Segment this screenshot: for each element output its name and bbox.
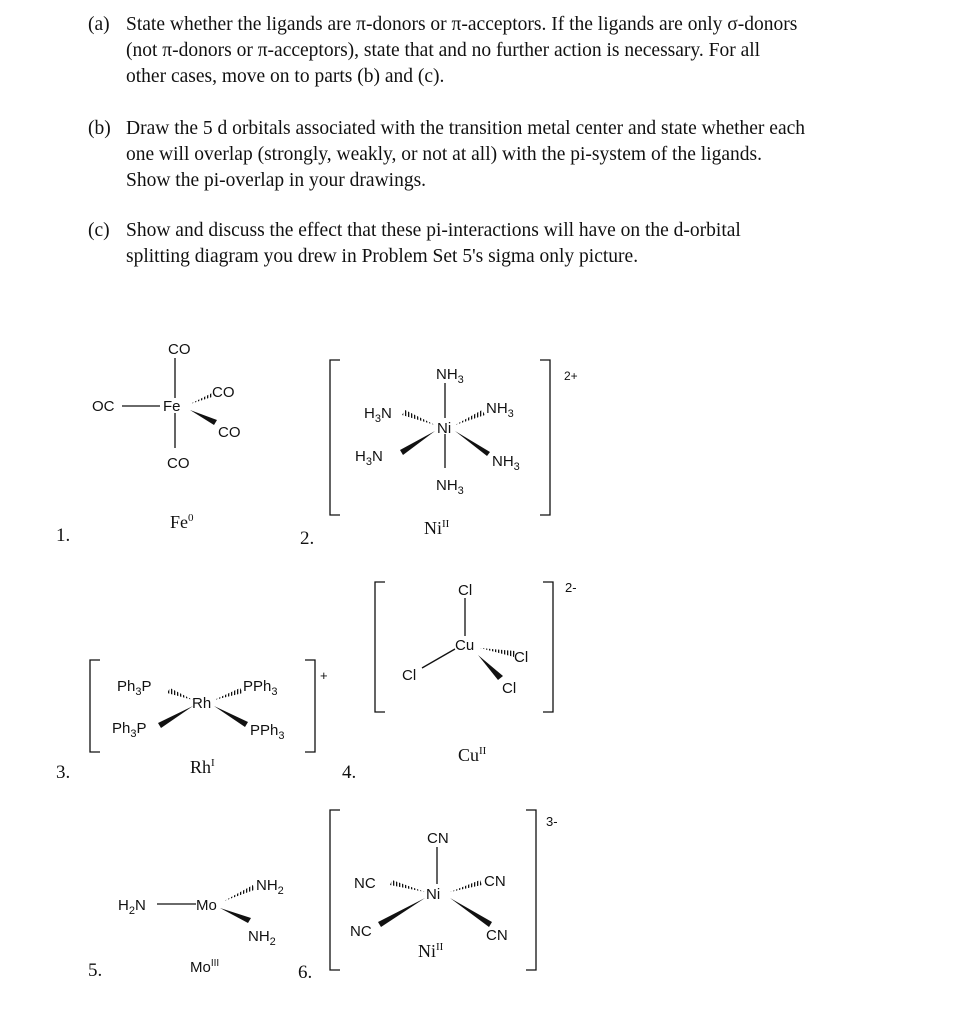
- complex-6-ligand-wedge-left: NC: [350, 923, 372, 940]
- complex-3-oxidation-sup: I: [211, 757, 215, 769]
- complex-4-ligand-left: Cl: [402, 667, 417, 684]
- question-c-line-2: splitting diagram you drew in Problem Set 5's sigma only picture.: [126, 246, 639, 267]
- complex-3-number: 3.: [56, 762, 71, 783]
- complex-4-oxidation-metal: Cu: [458, 745, 480, 765]
- complex-6-metal: Ni: [426, 886, 441, 903]
- complex-4-ligand-wedge: Cl: [502, 680, 517, 697]
- complex-2-ligand-hash-left: $H_3N$: [364, 405, 392, 425]
- complex-6-oxidation-sup: II: [436, 941, 444, 953]
- complex-1-ligand-top: CO: [168, 341, 191, 358]
- complex-2-left-bracket: [330, 360, 340, 515]
- complex-5-ligand-left: $H_2N$: [118, 897, 146, 917]
- complex-1-bold-wedge: [190, 410, 217, 425]
- complex-1-ligand-bottom: CO: [167, 455, 190, 472]
- complex-2-ligand-bottom: $NH_3$: [436, 477, 464, 497]
- complex-6-ligand-hash-left: NC: [354, 875, 376, 892]
- complex-1-structure: [92, 341, 241, 472]
- complex-4-charge: 2-: [565, 580, 577, 595]
- complex-3-right-bracket: [305, 660, 315, 752]
- question-a-line-1: State whether the ligands are π-donors or π-acceptors. If the ligands are only σ-donors: [126, 14, 798, 35]
- complex-6-charge: 3-: [546, 814, 558, 829]
- complex-3-left-bracket: [90, 660, 100, 752]
- complex-3-oxidation-metal: Rh: [190, 757, 212, 777]
- question-b-label: (b): [88, 118, 111, 139]
- complex-2-right-bracket: [540, 360, 550, 515]
- complex-3-ligand-hash-left: $Ph_3P$: [117, 678, 152, 698]
- question-a-line-2: (not π-donors or π-acceptors), state that and no further action is necessary. For all: [126, 40, 761, 61]
- complex-2-ligand-wedge-left: $H_3N$: [355, 448, 383, 468]
- complex-2-ligand-top: $NH_3$: [436, 366, 464, 386]
- complex-4-ligand-top: Cl: [458, 582, 473, 599]
- complex-6-oxidation-metal: Ni: [418, 941, 436, 961]
- complex-4-number: 4.: [342, 762, 357, 783]
- complex-4-right-bracket: [543, 582, 553, 712]
- complex-6-right-bracket: [526, 810, 536, 970]
- complex-2-ligand-hash-right: $NH_3$: [486, 400, 514, 420]
- complex-4-metal: Cu: [455, 637, 475, 654]
- complex-4-structure: [375, 580, 577, 712]
- question-c-line-1: Show and discuss the effect that these pi-interactions will have on the d-orbital: [126, 220, 741, 241]
- complex-1-metal: Fe: [163, 398, 181, 415]
- complex-3-ligand-hash-right: PPh$_3$: [243, 678, 278, 698]
- complex-2-oxidation-sup: II: [442, 518, 450, 530]
- question-a-label: (a): [88, 14, 110, 35]
- complex-6-ligand-hash-right: CN: [484, 873, 506, 890]
- complex-6-ligand-top: CN: [427, 830, 449, 847]
- complex-2-number: 2.: [300, 528, 315, 549]
- question-c-label: (c): [88, 220, 110, 241]
- question-a-line-3: other cases, move on to parts (b) and (c).: [126, 66, 445, 87]
- complex-1-ligand-hash: CO: [212, 384, 235, 401]
- complex-3-charge: +: [320, 668, 328, 683]
- complex-6-left-bracket: [330, 810, 340, 970]
- complex-4-left-bracket: [375, 582, 385, 712]
- complex-4-oxidation-sup: II: [479, 745, 487, 757]
- complex-3-metal: Rh: [192, 695, 212, 712]
- question-b-line-2: one will overlap (strongly, weakly, or not at all) with the pi-system of the ligands.: [126, 144, 762, 165]
- complex-6-structure: [330, 810, 558, 970]
- complex-5-ligand-hash: $NH_2$: [256, 877, 284, 897]
- complex-1-number: 1.: [56, 525, 71, 546]
- complex-5-structure: [118, 877, 284, 948]
- complex-2-ligand-wedge-right: $NH_3$: [492, 453, 520, 473]
- complex-1-hash-wedge: [190, 393, 212, 404]
- complex-2-structure: [330, 360, 578, 515]
- complex-6-ligand-wedge-right: CN: [486, 927, 508, 944]
- complex-5-ligand-wedge: $NH_2$: [248, 928, 276, 948]
- complex-2-metal: Ni: [437, 420, 452, 437]
- complex-3-structure: [90, 660, 328, 752]
- question-b-line-3: Show the pi-overlap in your drawings.: [126, 170, 427, 191]
- complex-6-number: 6.: [298, 962, 313, 983]
- question-b-line-1: Draw the 5 d orbitals associated with the transition metal center and state whether each: [126, 118, 806, 139]
- complex-5-oxidation-metal: Mo: [190, 959, 211, 976]
- complex-2-charge: 2+: [564, 369, 578, 383]
- complex-5-oxidation-sup: III: [210, 958, 220, 969]
- complex-3-ligand-wedge-right: PPh$_3$: [250, 722, 285, 742]
- complex-4-ligand-hash: Cl: [514, 649, 529, 666]
- complex-5-metal: Mo: [196, 897, 217, 914]
- complex-1-ligand-left: OC: [92, 398, 115, 415]
- complex-2-oxidation-metal: Ni: [424, 518, 442, 538]
- complex-3-ligand-wedge-left: $Ph_3P$: [112, 720, 147, 740]
- complex-1-oxidation-sup: 0: [188, 512, 194, 524]
- complex-5-number: 5.: [88, 960, 103, 981]
- complex-1-ligand-wedge: CO: [218, 424, 241, 441]
- complex-1-oxidation-metal: Fe: [170, 512, 188, 532]
